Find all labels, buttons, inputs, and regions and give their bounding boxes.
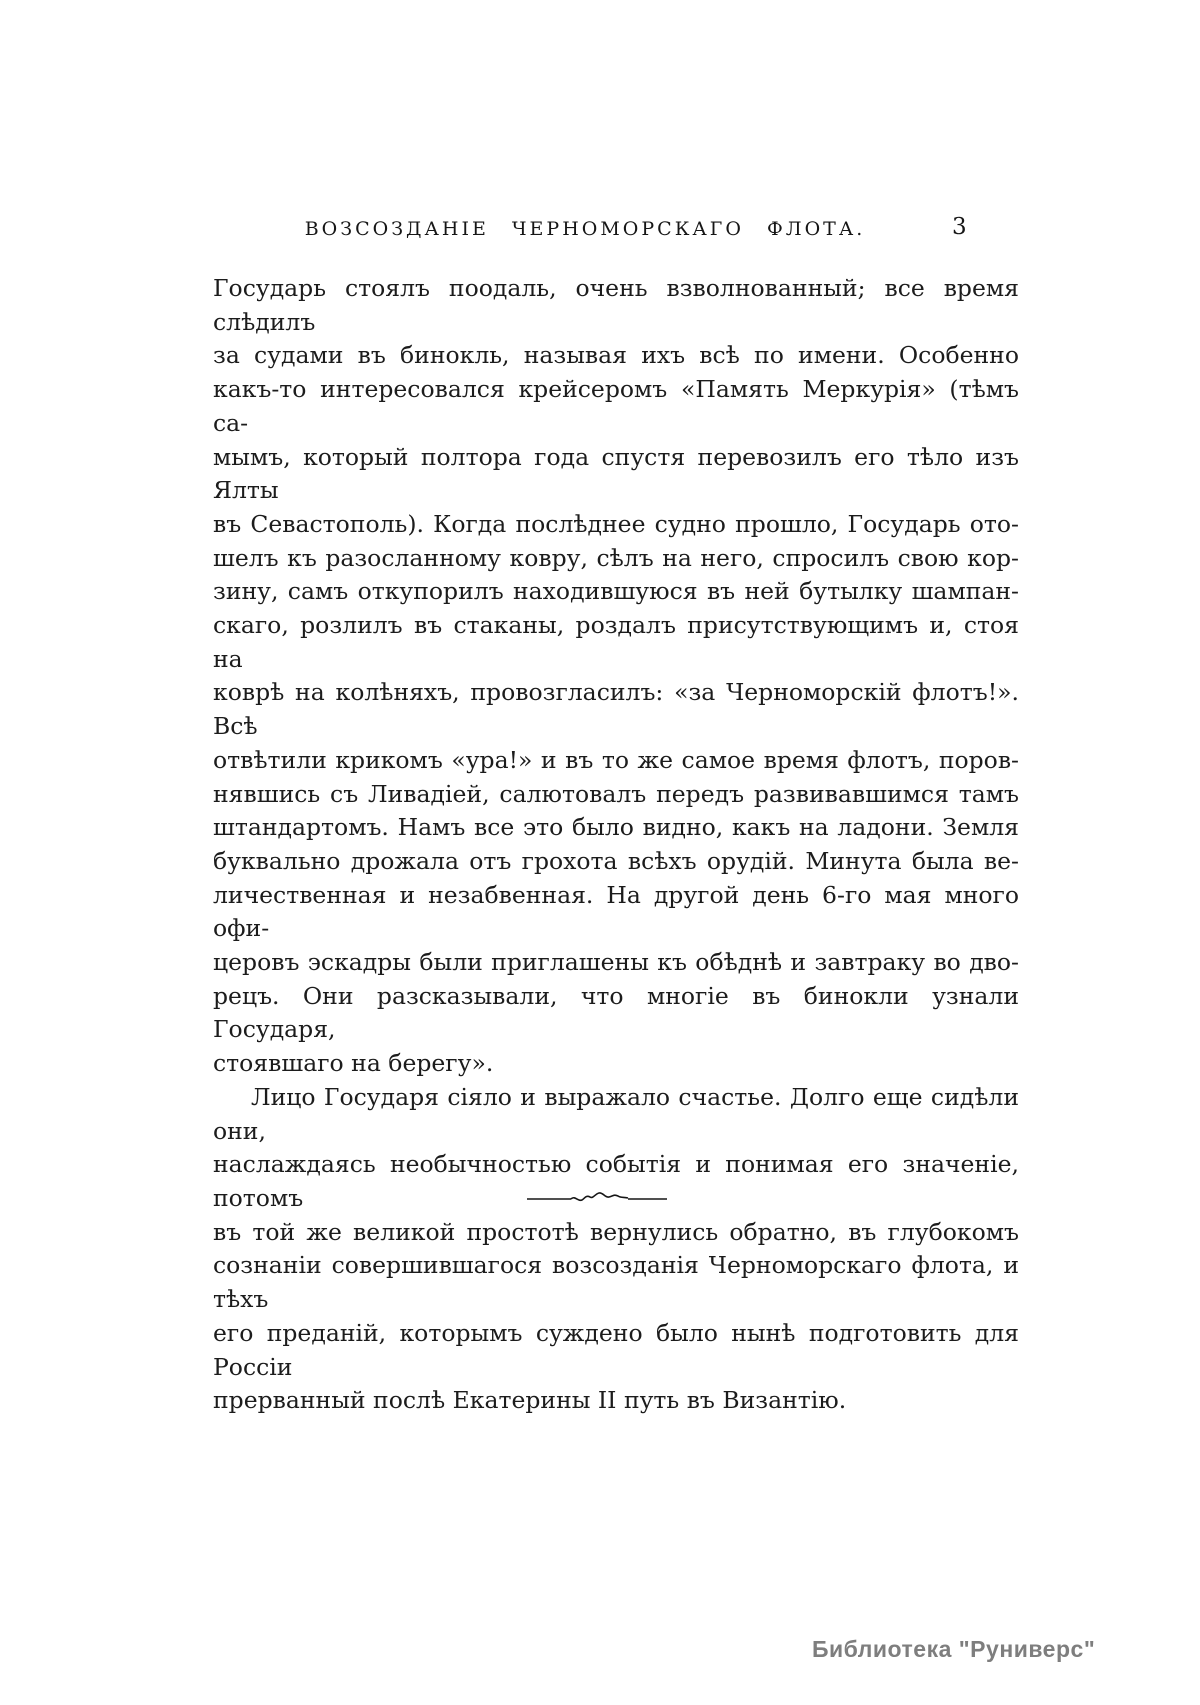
text-line: шелъ къ разосланному ковру, сѣлъ на него, спросилъ свою кор- [213, 543, 1019, 572]
text-line: сознаніи совершившагося возсозданія Черноморскаго флота, и тѣхъ [213, 1251, 1019, 1314]
text-line: мымъ, который полтора года спустя перевозилъ его тѣло изъ Ялты [213, 442, 1019, 505]
page-number: 3 [952, 214, 967, 240]
text-line: коврѣ на колѣняхъ, провозгласилъ: «за Черноморскій флотъ!». Всѣ [213, 678, 1019, 741]
text-line: личественная и незабвенная. На другой день 6-го мая много офи- [213, 880, 1019, 943]
text-line: стоявшаго на берегу». [213, 1049, 494, 1078]
text-line: наслаждаясь необычностью событія и понимая его значеніе, потомъ [213, 1150, 1019, 1212]
text-line: рецъ. Они разсказывали, что многіе въ бинокли узнали Государя, [213, 981, 1019, 1044]
text-line: штандартомъ. Намъ все это было видно, какъ на ладони. Земля [213, 813, 1019, 842]
body-text-block [213, 272, 1019, 1418]
text-line: церовъ эскадры были приглашены къ обѣднѣ и завтраку во дво- [213, 948, 1019, 977]
text-line: въ той же великой простотѣ вернулись обратно, въ глубокомъ [213, 1217, 1019, 1246]
text-line: въ Севастополь). Когда послѣднее судно прошло, Государь ото- [213, 509, 1019, 538]
text-line: его преданій, которымъ суждено было нынѣ подготовить для Россіи [213, 1318, 1019, 1381]
text-line: отвѣтили крикомъ «ура!» и въ то же самое время флотъ, поров- [213, 745, 1019, 774]
text-line: скаго, розлилъ въ стаканы, роздалъ присутствующимъ и, стоя на [213, 611, 1019, 673]
library-watermark: Библиотека "Руниверс" [812, 1636, 1096, 1662]
running-header-title: ВОЗСОЗДАНІЕ ЧЕРНОМОРСКАГО ФЛОТА. [304, 218, 866, 240]
section-divider-ornament-icon [527, 1190, 667, 1206]
text-line: Государь стоялъ поодаль, очень взволнованный; все время слѣдилъ [213, 274, 1019, 336]
text-line: за судами въ бинокль, называя ихъ всѣ по имени. Особенно [213, 341, 1019, 370]
text-line: буквально дрожала отъ грохота всѣхъ орудій. Минута была ве- [213, 846, 1019, 875]
text-line: какъ-то интересовался крейсеромъ «Память Меркурія» (тѣмъ са- [213, 375, 1019, 437]
text-line: нявшись съ Ливадіей, салютовалъ передъ развивавшимся тамъ [213, 779, 1019, 808]
text-line: прерванный послѣ Екатерины II путь въ Византію. [213, 1386, 847, 1415]
text-line: Лицо Государя сіяло и выражало счастье. Долго еще сидѣли они, [213, 1082, 1019, 1145]
text-line: зину, самъ откупорилъ находившуюся въ ней бутылку шампан- [213, 577, 1019, 606]
